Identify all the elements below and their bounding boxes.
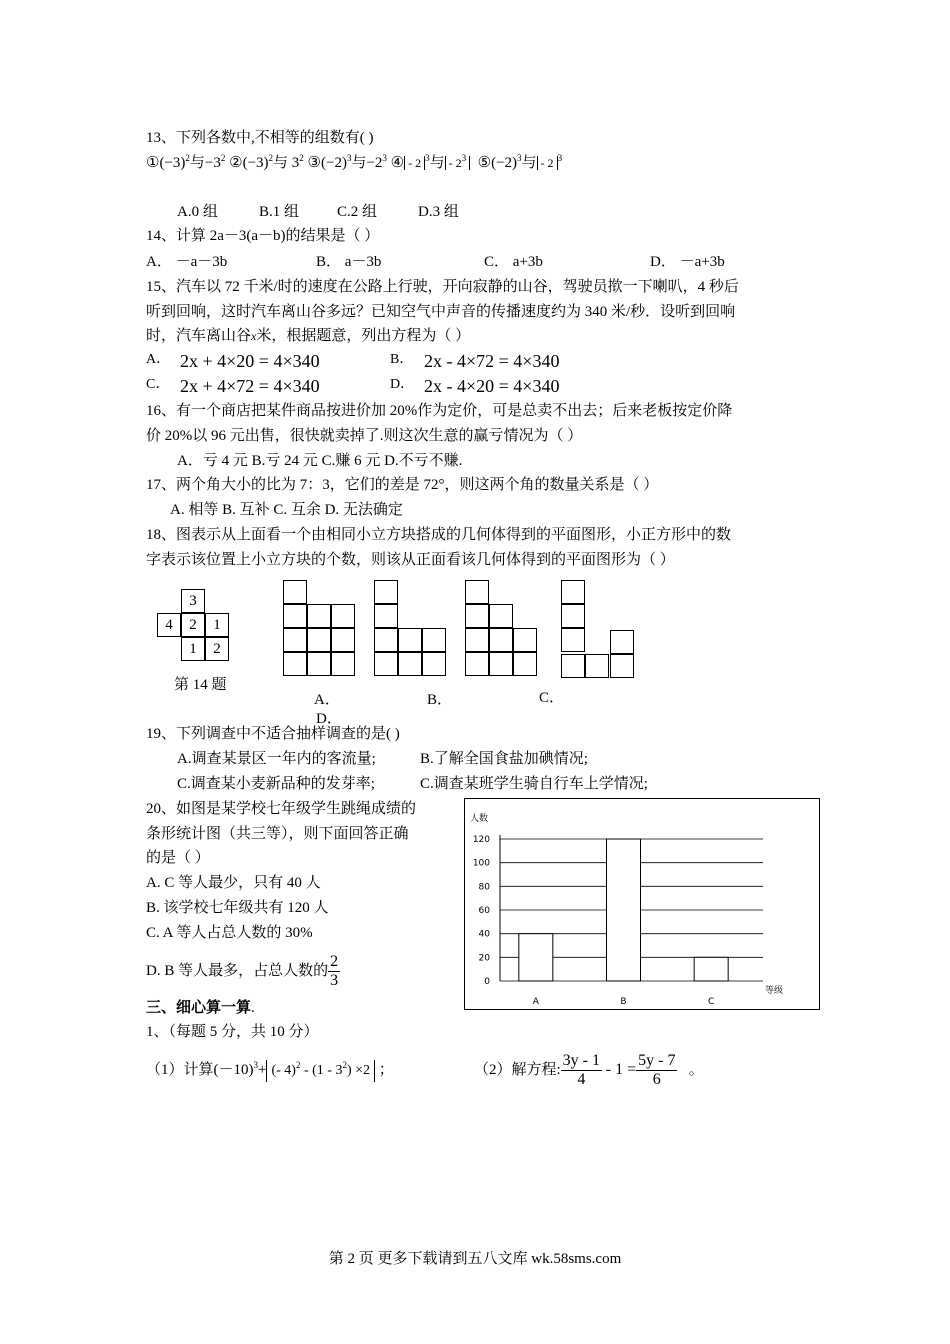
q15-option-d-equation: 2x - 4×20 = 4×340 xyxy=(424,376,560,396)
chart-x-tick-label: C xyxy=(708,997,715,1007)
q15-option-b-equation: 2x - 4×72 = 4×340 xyxy=(424,351,560,371)
chart-bar xyxy=(519,934,553,981)
cube-cell xyxy=(331,652,355,676)
q13-option-c: C.2 组 xyxy=(337,204,378,220)
q18-label-b: B． xyxy=(427,692,453,708)
top-view-cell: 2 xyxy=(205,637,229,661)
cube-cell xyxy=(465,652,489,676)
cube-cell xyxy=(374,604,398,628)
chart-x-tick-label: A xyxy=(532,997,539,1007)
q13-stem: 13、下列各数中,不相等的组数有( ) xyxy=(146,130,374,146)
section-3-title: 三、细心算一算. xyxy=(146,1000,255,1016)
cube-cell xyxy=(374,628,398,652)
chart-bar xyxy=(607,839,641,981)
q15-line-2: 听到回响，这时汽车离山谷多远？已知空气中声音的传播速度约为 340 米/秒．设听到回响 xyxy=(146,304,736,320)
q17-options: A. 相等 B. 互补 C. 互余 D. 无法确定 xyxy=(170,502,403,518)
q20-option-c: C. A 等人占总人数的 30% xyxy=(146,925,313,941)
q16-options: A．亏 4 元 B.亏 24 元 C.赚 6 元 D.不亏不赚. xyxy=(177,453,463,469)
q14-stem: 14、计算 2a－3(a－b)的结果是（ ） xyxy=(146,228,380,244)
fraction: $\frac{2}{3}$ xyxy=(330,953,339,990)
chart-y-tick-label: 0 xyxy=(484,977,490,987)
q20-option-d: D. B 等人最多，占总人数的 $\frac{2}{3}$ xyxy=(146,953,339,990)
q19-option-c: C.调查某小麦新品种的发芽率; xyxy=(177,776,375,792)
q19-stem: 19、下列调查中不适合抽样调查的是( ) xyxy=(146,726,400,742)
q18-figure-caption: 第 14 题 xyxy=(174,677,227,693)
q13-item-5: ⑤(−2) xyxy=(477,155,518,171)
chart-x-tick-label: B xyxy=(620,997,627,1007)
page-footer: 第 2 页 更多下载请到五八文库 wk.58sms.com xyxy=(328,1251,622,1267)
q15-option-a-equation: 2x + 4×20 = 4×340 xyxy=(180,351,320,371)
q13-item-3: ③(−2) xyxy=(307,155,347,171)
cube-cell xyxy=(331,604,355,628)
top-view-cell: 2 xyxy=(181,613,205,637)
q19-option-a: A.调查某景区一年内的客流量; xyxy=(177,751,376,767)
q20-bar-chart xyxy=(464,798,820,1010)
chart-y-tick-label: 40 xyxy=(478,929,490,940)
q15-option-a-label: A． xyxy=(146,352,171,367)
chart-y-tick-label: 80 xyxy=(478,882,490,893)
top-view-cell: 4 xyxy=(157,613,181,637)
cube-cell xyxy=(422,652,446,676)
q18-label-c: C． xyxy=(539,690,565,706)
cube-cell xyxy=(283,580,307,604)
cube-cell xyxy=(513,628,537,652)
chart-y-tick-label: 20 xyxy=(478,953,490,964)
top-view-cell: 1 xyxy=(205,613,229,637)
cube-cell xyxy=(422,628,446,652)
q14-option-b: B． a－3b xyxy=(316,254,382,270)
q18-line-2: 字表示该位置上小立方块的个数，则该从正面看该几何体得到的平面图形为（ ） xyxy=(146,552,675,568)
chart-x-label: 等级 xyxy=(765,986,784,996)
q18-label-a: A． xyxy=(314,692,340,708)
q15-line-1: 15、汽车以 72 千米/时的速度在公路上行驶，开向寂静的山谷，驾驶员揿一下喇叭，4 秒后 xyxy=(146,279,739,295)
cube-cell xyxy=(374,580,398,604)
q16-line-1: 16、有一个商店把某件商品按进价加 20%作为定价，可是总卖不出去；后来老板按定价降 xyxy=(146,403,733,419)
q13-item-2: ②(−3) xyxy=(229,155,269,171)
cube-cell xyxy=(513,652,537,676)
fraction: $\frac{5y - 7}{6}$ xyxy=(638,1052,676,1089)
cube-cell xyxy=(465,580,489,604)
cube-cell xyxy=(398,652,422,676)
cube-cell xyxy=(283,604,307,628)
chart-y-tick-label: 120 xyxy=(472,835,490,845)
top-view-cell: 3 xyxy=(181,589,205,613)
section-3-q1-part-2: （2）解方程: $\frac{3y - 1}{4}$ - 1 = $\frac{5y - 7}{6}$ 。 xyxy=(474,1052,704,1089)
fraction: $\frac{3y - 1}{4}$ xyxy=(562,1052,600,1089)
top-view-cell: 1 xyxy=(181,637,205,661)
q15-option-d-label: D． xyxy=(390,377,415,392)
cube-cell xyxy=(585,654,609,678)
cube-cell xyxy=(283,628,307,652)
q15-line-3: 时，汽车离山谷x米，根据题意，列出方程为（ ） xyxy=(146,328,471,344)
q20-option-a: A. C 等人最少，只有 40 人 xyxy=(146,875,321,891)
q15-option-b-label: B． xyxy=(390,352,414,367)
cube-cell xyxy=(489,604,513,628)
q14-option-d: D． －a+3b xyxy=(650,254,725,270)
cube-cell xyxy=(398,628,422,652)
chart-y-tick-label: 100 xyxy=(472,858,490,869)
q20-line-2: 条形统计图（共三等），则下面回答正确 xyxy=(146,826,409,842)
q13-item-1: ①(−3) xyxy=(146,155,186,171)
q15-option-c-label: C． xyxy=(146,377,170,392)
cube-cell xyxy=(307,604,331,628)
chart-bar xyxy=(694,957,728,981)
q20-line-1: 20、如图是某学校七年级学生跳绳成绩的 xyxy=(146,801,417,817)
cube-cell xyxy=(331,628,355,652)
q15-option-c-equation: 2x + 4×72 = 4×340 xyxy=(180,376,320,396)
chart-y-label: 人数 xyxy=(470,814,489,824)
q19-option-d: C.调查某班学生骑自行车上学情况; xyxy=(420,776,648,792)
q20-line-3: 的是（ ） xyxy=(146,850,210,866)
cube-cell xyxy=(610,654,634,678)
q18-label-d: D． xyxy=(316,711,342,727)
cube-cell xyxy=(561,604,585,628)
cube-cell xyxy=(283,652,307,676)
cube-cell xyxy=(465,628,489,652)
q13-option-d: D.3 组 xyxy=(418,204,459,220)
cube-cell xyxy=(307,652,331,676)
q18-line-1: 18、图表示从上面看一个由相同小立方块搭成的几何体得到的平面图形，小正方形中的数 xyxy=(146,527,732,543)
q19-option-b: B.了解全国食盐加碘情况; xyxy=(420,751,588,767)
q13-items: $①(-3)^2$与$-3^2$ $②(-3)^2$与 $3^2$ $③(-2)^3$与$-2^3$ ④ - 2 $^3$与 - $2^3$ $⑤(-2)^3$与 - 2 $^3$ xyxy=(146,153,563,171)
chart-y-tick-label: 60 xyxy=(478,906,490,916)
cube-cell xyxy=(489,628,513,652)
q13-option-b: B.1 组 xyxy=(259,204,300,220)
absolute-value-expression: (- $4)^2 - (1 - 3^2) \times 2$ xyxy=(266,1060,375,1082)
q16-line-2: 价 20%以 96 元出售，很快就卖掉了.则这次生意的赢亏情况为（ ） xyxy=(146,428,583,444)
q17-stem: 17、两个角大小的比为 7：3，它们的差是 72°，则这两个角的数量关系是（ ） xyxy=(146,477,659,493)
section-3-q1: 1、（每题 5 分，共 10 分） xyxy=(146,1024,319,1040)
chart-canvas xyxy=(465,799,819,1009)
cube-cell xyxy=(489,652,513,676)
q13-option-a: A.0 组 xyxy=(177,204,218,220)
cube-cell xyxy=(465,604,489,628)
q14-option-a: A． －a－3b xyxy=(146,254,228,270)
q20-option-b: B. 该学校七年级共有 120 人 xyxy=(146,900,329,916)
cube-cell xyxy=(561,654,585,678)
q14-option-c: C． a+3b xyxy=(484,254,543,270)
cube-cell xyxy=(561,580,585,604)
cube-cell xyxy=(561,628,585,652)
cube-cell xyxy=(307,628,331,652)
section-3-q1-part-1: （1）计算$(-10)^3+$ (- $4)^2 - (1 - 3^2) \times 2$ ； xyxy=(146,1058,394,1082)
q13-item-4: ④ xyxy=(390,155,405,171)
cube-cell xyxy=(374,652,398,676)
cube-cell xyxy=(610,630,634,654)
